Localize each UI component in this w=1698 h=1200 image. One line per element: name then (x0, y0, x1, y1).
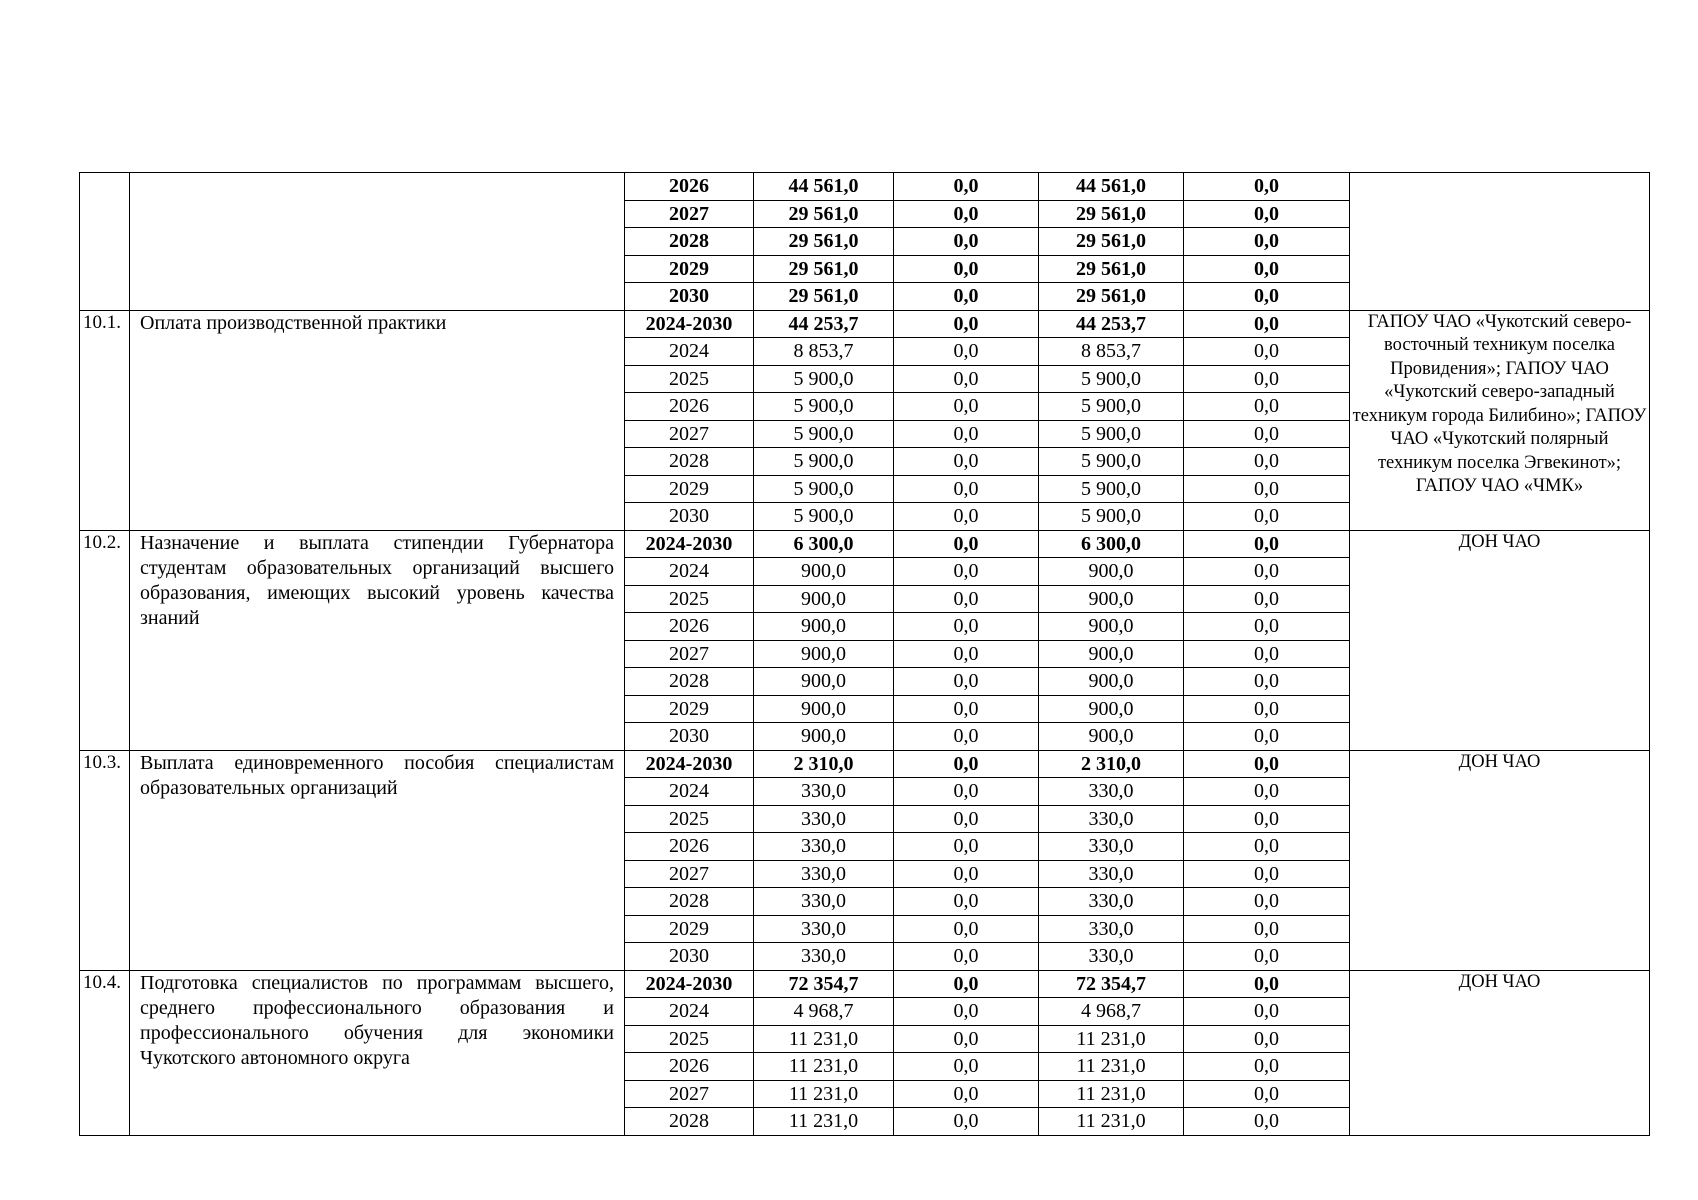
regional-cell: 11 231,0 (1039, 1080, 1184, 1108)
total-cell: 330,0 (754, 888, 894, 916)
regional-cell: 5 900,0 (1039, 503, 1184, 531)
total-cell: 900,0 (754, 640, 894, 668)
year-cell: 2025 (625, 365, 754, 393)
year-cell: 2025 (625, 1025, 754, 1053)
year-cell: 2024 (625, 998, 754, 1026)
item-number: 10.3. (80, 750, 130, 970)
total-cell: 29 561,0 (754, 255, 894, 283)
other-cell: 0,0 (1184, 200, 1350, 228)
total-cell: 900,0 (754, 723, 894, 751)
other-cell: 0,0 (1184, 915, 1350, 943)
regional-cell: 4 968,7 (1039, 998, 1184, 1026)
other-cell: 0,0 (1184, 888, 1350, 916)
item-name: Подготовка специалистов по программам высшего, среднего профессионального образования и профессионального обучения для экономики Чукотского автономного округа (130, 970, 625, 1135)
total-cell: 6 300,0 (754, 530, 894, 558)
federal-cell: 0,0 (894, 695, 1039, 723)
other-cell: 0,0 (1184, 943, 1350, 971)
total-cell: 330,0 (754, 860, 894, 888)
other-cell: 0,0 (1184, 695, 1350, 723)
budget-table (79, 172, 1650, 1136)
other-cell: 0,0 (1184, 833, 1350, 861)
total-cell: 330,0 (754, 915, 894, 943)
executor-cell: ДОН ЧАО (1350, 530, 1650, 750)
year-cell: 2029 (625, 915, 754, 943)
item-number: 10.1. (80, 310, 130, 530)
table-body (80, 173, 1650, 1136)
item-name (130, 173, 625, 311)
item-name: Оплата производственной практики (130, 310, 625, 530)
other-cell: 0,0 (1184, 970, 1350, 998)
executor-cell: ГАПОУ ЧАО «Чукотский северо-восточный техникум поселка Провидения»; ГАПОУ ЧАО «Чукотский северо-западный техникум города Билибино»; ГАПОУ ЧАО «Чукотский полярный техникум поселка Эгвекинот»; ГАПОУ ЧАО «ЧМК» (1350, 310, 1650, 530)
year-cell: 2026 (625, 1053, 754, 1081)
year-cell: 2024-2030 (625, 970, 754, 998)
table-row (80, 173, 1650, 201)
regional-cell: 29 561,0 (1039, 283, 1184, 311)
other-cell: 0,0 (1184, 173, 1350, 201)
regional-cell: 11 231,0 (1039, 1025, 1184, 1053)
federal-cell: 0,0 (894, 228, 1039, 256)
other-cell: 0,0 (1184, 420, 1350, 448)
federal-cell: 0,0 (894, 668, 1039, 696)
federal-cell: 0,0 (894, 420, 1039, 448)
other-cell: 0,0 (1184, 998, 1350, 1026)
year-cell: 2029 (625, 255, 754, 283)
federal-cell: 0,0 (894, 970, 1039, 998)
regional-cell: 900,0 (1039, 558, 1184, 586)
regional-cell: 5 900,0 (1039, 420, 1184, 448)
other-cell: 0,0 (1184, 585, 1350, 613)
federal-cell: 0,0 (894, 640, 1039, 668)
federal-cell: 0,0 (894, 283, 1039, 311)
other-cell: 0,0 (1184, 1053, 1350, 1081)
table-row (80, 970, 1650, 998)
federal-cell: 0,0 (894, 723, 1039, 751)
other-cell: 0,0 (1184, 503, 1350, 531)
total-cell: 29 561,0 (754, 228, 894, 256)
regional-cell: 330,0 (1039, 833, 1184, 861)
executor-cell: ДОН ЧАО (1350, 970, 1650, 1135)
total-cell: 2 310,0 (754, 750, 894, 778)
year-cell: 2027 (625, 1080, 754, 1108)
year-cell: 2030 (625, 503, 754, 531)
regional-cell: 330,0 (1039, 888, 1184, 916)
regional-cell: 900,0 (1039, 668, 1184, 696)
item-name: Назначение и выплата стипендии Губернатора студентам образовательных организаций высшего образования, имеющих высокий уровень качества знаний (130, 530, 625, 750)
year-cell: 2025 (625, 805, 754, 833)
other-cell: 0,0 (1184, 640, 1350, 668)
federal-cell: 0,0 (894, 200, 1039, 228)
item-number: 10.4. (80, 970, 130, 1135)
year-cell: 2028 (625, 1108, 754, 1136)
federal-cell: 0,0 (894, 475, 1039, 503)
total-cell: 330,0 (754, 778, 894, 806)
other-cell: 0,0 (1184, 613, 1350, 641)
other-cell: 0,0 (1184, 805, 1350, 833)
total-cell: 5 900,0 (754, 475, 894, 503)
other-cell: 0,0 (1184, 750, 1350, 778)
federal-cell: 0,0 (894, 448, 1039, 476)
other-cell: 0,0 (1184, 255, 1350, 283)
other-cell: 0,0 (1184, 393, 1350, 421)
federal-cell: 0,0 (894, 613, 1039, 641)
total-cell: 330,0 (754, 833, 894, 861)
year-cell: 2028 (625, 668, 754, 696)
regional-cell: 44 561,0 (1039, 173, 1184, 201)
regional-cell: 330,0 (1039, 915, 1184, 943)
year-cell: 2026 (625, 833, 754, 861)
year-cell: 2027 (625, 200, 754, 228)
regional-cell: 5 900,0 (1039, 475, 1184, 503)
total-cell: 5 900,0 (754, 365, 894, 393)
total-cell: 44 561,0 (754, 173, 894, 201)
year-cell: 2029 (625, 695, 754, 723)
federal-cell: 0,0 (894, 503, 1039, 531)
regional-cell: 900,0 (1039, 695, 1184, 723)
total-cell: 44 253,7 (754, 310, 894, 338)
federal-cell: 0,0 (894, 365, 1039, 393)
year-cell: 2030 (625, 283, 754, 311)
year-cell: 2029 (625, 475, 754, 503)
total-cell: 11 231,0 (754, 1108, 894, 1136)
year-cell: 2026 (625, 393, 754, 421)
year-cell: 2026 (625, 613, 754, 641)
total-cell: 900,0 (754, 668, 894, 696)
total-cell: 72 354,7 (754, 970, 894, 998)
regional-cell: 29 561,0 (1039, 255, 1184, 283)
federal-cell: 0,0 (894, 310, 1039, 338)
regional-cell: 44 253,7 (1039, 310, 1184, 338)
federal-cell: 0,0 (894, 255, 1039, 283)
executor-cell: ДОН ЧАО (1350, 750, 1650, 970)
item-name: Выплата единовременного пособия специалистам образовательных организаций (130, 750, 625, 970)
year-cell: 2027 (625, 640, 754, 668)
total-cell: 11 231,0 (754, 1053, 894, 1081)
federal-cell: 0,0 (894, 1025, 1039, 1053)
year-cell: 2024 (625, 778, 754, 806)
regional-cell: 330,0 (1039, 943, 1184, 971)
year-cell: 2028 (625, 228, 754, 256)
executor-cell (1350, 173, 1650, 311)
total-cell: 11 231,0 (754, 1025, 894, 1053)
federal-cell: 0,0 (894, 998, 1039, 1026)
other-cell: 0,0 (1184, 338, 1350, 366)
federal-cell: 0,0 (894, 833, 1039, 861)
total-cell: 5 900,0 (754, 420, 894, 448)
regional-cell: 5 900,0 (1039, 393, 1184, 421)
total-cell: 5 900,0 (754, 393, 894, 421)
year-cell: 2026 (625, 173, 754, 201)
year-cell: 2024-2030 (625, 310, 754, 338)
federal-cell: 0,0 (894, 393, 1039, 421)
year-cell: 2024-2030 (625, 530, 754, 558)
federal-cell: 0,0 (894, 805, 1039, 833)
total-cell: 11 231,0 (754, 1080, 894, 1108)
total-cell: 29 561,0 (754, 283, 894, 311)
regional-cell: 11 231,0 (1039, 1053, 1184, 1081)
other-cell: 0,0 (1184, 1108, 1350, 1136)
year-cell: 2028 (625, 448, 754, 476)
table-row (80, 310, 1650, 338)
regional-cell: 6 300,0 (1039, 530, 1184, 558)
total-cell: 5 900,0 (754, 448, 894, 476)
other-cell: 0,0 (1184, 310, 1350, 338)
regional-cell: 5 900,0 (1039, 448, 1184, 476)
regional-cell: 11 231,0 (1039, 1108, 1184, 1136)
total-cell: 900,0 (754, 613, 894, 641)
regional-cell: 330,0 (1039, 778, 1184, 806)
federal-cell: 0,0 (894, 750, 1039, 778)
other-cell: 0,0 (1184, 448, 1350, 476)
regional-cell: 29 561,0 (1039, 200, 1184, 228)
year-cell: 2027 (625, 420, 754, 448)
federal-cell: 0,0 (894, 1080, 1039, 1108)
other-cell: 0,0 (1184, 668, 1350, 696)
table-row (80, 750, 1650, 778)
federal-cell: 0,0 (894, 778, 1039, 806)
year-cell: 2028 (625, 888, 754, 916)
regional-cell: 330,0 (1039, 860, 1184, 888)
total-cell: 330,0 (754, 805, 894, 833)
total-cell: 5 900,0 (754, 503, 894, 531)
year-cell: 2030 (625, 723, 754, 751)
federal-cell: 0,0 (894, 530, 1039, 558)
other-cell: 0,0 (1184, 1025, 1350, 1053)
federal-cell: 0,0 (894, 943, 1039, 971)
regional-cell: 29 561,0 (1039, 228, 1184, 256)
federal-cell: 0,0 (894, 915, 1039, 943)
table-row (80, 530, 1650, 558)
regional-cell: 900,0 (1039, 723, 1184, 751)
regional-cell: 900,0 (1039, 585, 1184, 613)
total-cell: 330,0 (754, 943, 894, 971)
federal-cell: 0,0 (894, 1053, 1039, 1081)
total-cell: 900,0 (754, 695, 894, 723)
regional-cell: 72 354,7 (1039, 970, 1184, 998)
other-cell: 0,0 (1184, 228, 1350, 256)
regional-cell: 330,0 (1039, 805, 1184, 833)
other-cell: 0,0 (1184, 558, 1350, 586)
year-cell: 2025 (625, 585, 754, 613)
federal-cell: 0,0 (894, 1108, 1039, 1136)
item-number (80, 173, 130, 311)
federal-cell: 0,0 (894, 558, 1039, 586)
total-cell: 4 968,7 (754, 998, 894, 1026)
year-cell: 2030 (625, 943, 754, 971)
federal-cell: 0,0 (894, 888, 1039, 916)
federal-cell: 0,0 (894, 338, 1039, 366)
regional-cell: 5 900,0 (1039, 365, 1184, 393)
other-cell: 0,0 (1184, 723, 1350, 751)
regional-cell: 8 853,7 (1039, 338, 1184, 366)
other-cell: 0,0 (1184, 1080, 1350, 1108)
total-cell: 8 853,7 (754, 338, 894, 366)
other-cell: 0,0 (1184, 860, 1350, 888)
other-cell: 0,0 (1184, 530, 1350, 558)
federal-cell: 0,0 (894, 173, 1039, 201)
total-cell: 29 561,0 (754, 200, 894, 228)
total-cell: 900,0 (754, 558, 894, 586)
other-cell: 0,0 (1184, 283, 1350, 311)
total-cell: 900,0 (754, 585, 894, 613)
federal-cell: 0,0 (894, 860, 1039, 888)
year-cell: 2024 (625, 338, 754, 366)
year-cell: 2024-2030 (625, 750, 754, 778)
regional-cell: 2 310,0 (1039, 750, 1184, 778)
federal-cell: 0,0 (894, 585, 1039, 613)
other-cell: 0,0 (1184, 475, 1350, 503)
other-cell: 0,0 (1184, 365, 1350, 393)
item-number: 10.2. (80, 530, 130, 750)
regional-cell: 900,0 (1039, 640, 1184, 668)
other-cell: 0,0 (1184, 778, 1350, 806)
year-cell: 2024 (625, 558, 754, 586)
year-cell: 2027 (625, 860, 754, 888)
regional-cell: 900,0 (1039, 613, 1184, 641)
